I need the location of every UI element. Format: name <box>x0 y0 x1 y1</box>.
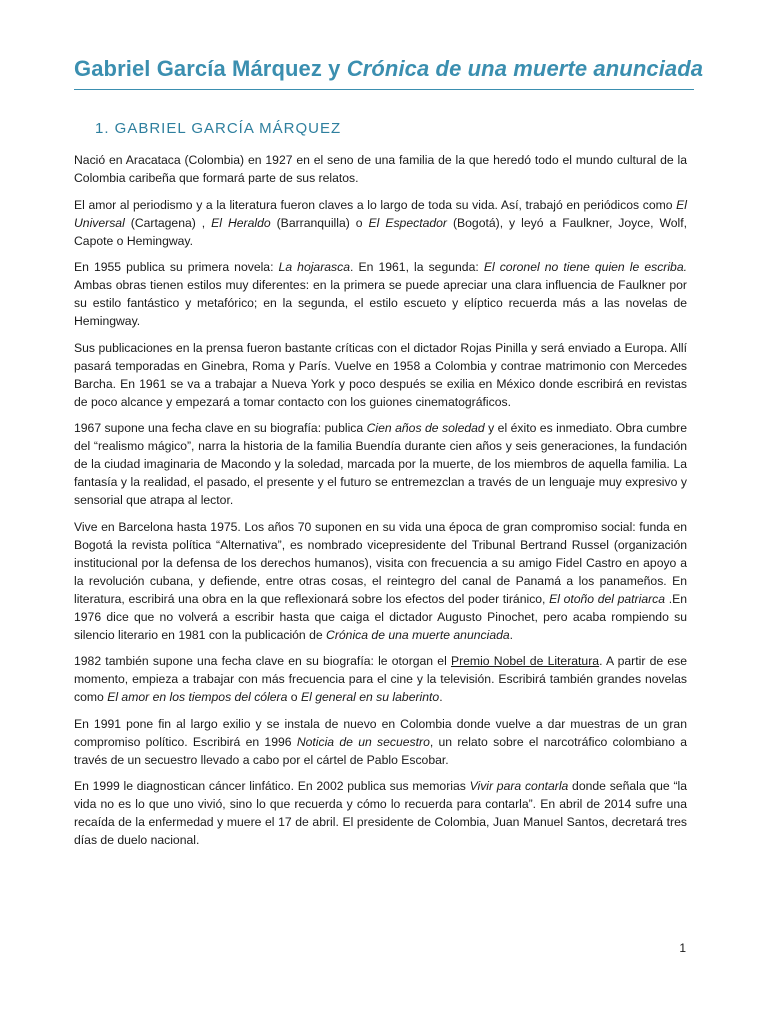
text-run: Sus publicaciones en la prensa fueron bastante críticas con el dictador Rojas Pinilla y será enviado a Europa. Allí pasará temporadas en Ginebra, Roma y París. Vuelve en 1958 a Colombia y contrae matrimonio con Mercedes Barcha. En 1961 se va a trabajar a Nueva York y poco después se exilia en México donde escribirá en revistas de poco alcance y empezará a tomar contacto con los guiones cinematográficos. <box>74 340 687 409</box>
text-run: . En 1961, la segunda: <box>350 260 484 274</box>
italic-run: La hojarasca <box>278 260 351 274</box>
italic-run: Cien años de soledad <box>366 421 485 435</box>
text-run: El amor al periodismo y a la literatura fueron claves a lo largo de toda su vida. Así, trabajó en periódicos como <box>74 197 677 212</box>
paragraph-9 <box>74 777 687 849</box>
italic-run: El amor en los tiempos del cólera <box>107 690 288 704</box>
text-run: , un relato sobre el narcotráfico colombiano a través de un secuestro llevado a cabo por el cártel de Pablo Escobar. <box>74 734 687 767</box>
italic-run: Noticia de un secuestro <box>296 734 430 749</box>
text-run: Vive en Barcelona hasta 1975. Los años 70 suponen en su vida una época de gran compromiso social: funda en Bogotá la revista política “Alternativa”, es nombrado vicepresidente del Tribunal Bertrand Russel (organización institucional por la defensa de los derechos humanos), visita con frecuencia a su amigo Fidel Castro en apoyo a la revolución cubana, y defiende, entre otras cosas, el reintegro del canal de Panamá a los panameños. En literatura, escribirá una obra en la que reflexionará sobre los efectos del poder tiránico, <box>74 519 687 606</box>
italic-run: El otoño del patriarca <box>549 591 666 606</box>
text-run: . A partir de ese momento, empieza a trabajar con más frecuencia para el cine y la televisión. Escribirá también grandes novelas como <box>74 654 687 704</box>
document-title <box>74 56 704 82</box>
text-run: o <box>287 690 301 704</box>
italic-run: El general en su laberinto <box>300 690 440 704</box>
text-run: (Barranquilla) o <box>270 215 369 230</box>
paragraph-1 <box>74 151 687 187</box>
paragraph-8 <box>74 715 687 769</box>
italic-run: El coronel no tiene quien le escriba. <box>483 260 688 274</box>
italic-run: Vivir para contarla <box>469 779 569 793</box>
text-run: y el éxito es inmediato. Obra cumbre del “realismo mágico”, narra la historia de la familia Buendía durante cien años y seis generaciones, la fundación de la ciudad imaginaria de Macondo y la soledad, marcada por la muerte, de los miembros de aquella familia. La fantasía y la realidad, el pasado, el presente y el futuro se entremezclan a través de un lenguaje muy expresivo y sensorial que atrapa al lector. <box>74 421 687 507</box>
text-run: 1967 supone una fecha clave en su biografía: publica <box>74 421 367 435</box>
italic-run: El Espectador <box>368 215 447 230</box>
italic-run: Crónica de una muerte anunciada <box>326 627 510 642</box>
document-body <box>74 151 687 858</box>
title-work: Crónica de una muerte anunciada <box>346 56 704 81</box>
text-run: Ambas obras tienen estilos muy diferentes: en la primera se puede apreciar una clara influencia de Faulkner por su estilo fantástico y metafórico; en la segunda, el estilo escueto y elíptico recuerda más a las novelas de Hemingway. <box>74 278 687 328</box>
title-underline <box>74 89 694 90</box>
text-run: En 1999 le diagnostican cáncer linfático. En 2002 publica sus memorias <box>74 779 470 793</box>
paragraph-3 <box>74 258 687 330</box>
text-run: En 1991 pone fin al largo exilio y se instala de nuevo en Colombia donde vuelve a dar muestras de un gran compromiso político. Escribirá en 1996 <box>74 716 687 749</box>
text-run: . <box>509 627 514 642</box>
paragraph-6 <box>74 518 687 644</box>
nobel-link[interactable]: Premio Nobel de Literatura <box>450 654 600 668</box>
paragraph-5 <box>74 419 687 509</box>
text-run: 1982 también supone una fecha clave en su biografía: le otorgan el <box>74 654 451 668</box>
italic-run: El Heraldo <box>211 215 271 230</box>
text-run: (Bogotá), y leyó a Faulkner, Joyce, Wolf, Capote o Hemingway. <box>74 215 688 248</box>
italic-run: El Universal <box>74 197 687 230</box>
text-run: En 1955 publica su primera novela: <box>74 260 279 274</box>
text-run: (Cartagena) , <box>124 215 212 230</box>
text-run: . <box>439 690 443 704</box>
title-author: Gabriel García Márquez y <box>74 56 347 81</box>
paragraph-7 <box>74 652 687 706</box>
paragraph-4 <box>74 339 687 411</box>
text-run: donde señala que “la vida no es lo que uno vivió, sino lo que recuerda y cómo lo recuerda para contarla”. En abril de 2014 sufre una recaída de la enfermedad y muere el 17 de abril. El presidente de Colombia, Juan Manuel Santos, decretará tres días de duelo nacional. <box>74 779 687 847</box>
text-run: .En 1976 dice que no volverá a escribir hasta que caiga el dictador Augusto Pinochet, pero acaba rompiendo su silencio literario en 1981 con la publicación de <box>74 591 687 642</box>
section-heading: 1. GABRIEL GARCÍA MÁRQUEZ <box>95 120 342 137</box>
paragraph-2 <box>74 196 687 250</box>
text-run: Nació en Aracataca (Colombia) en 1927 en el seno de una familia de la que heredó todo el mundo cultural de la Colombia caribeña que formará parte de sus relatos. <box>74 153 687 185</box>
page-number: 1 <box>679 941 686 955</box>
